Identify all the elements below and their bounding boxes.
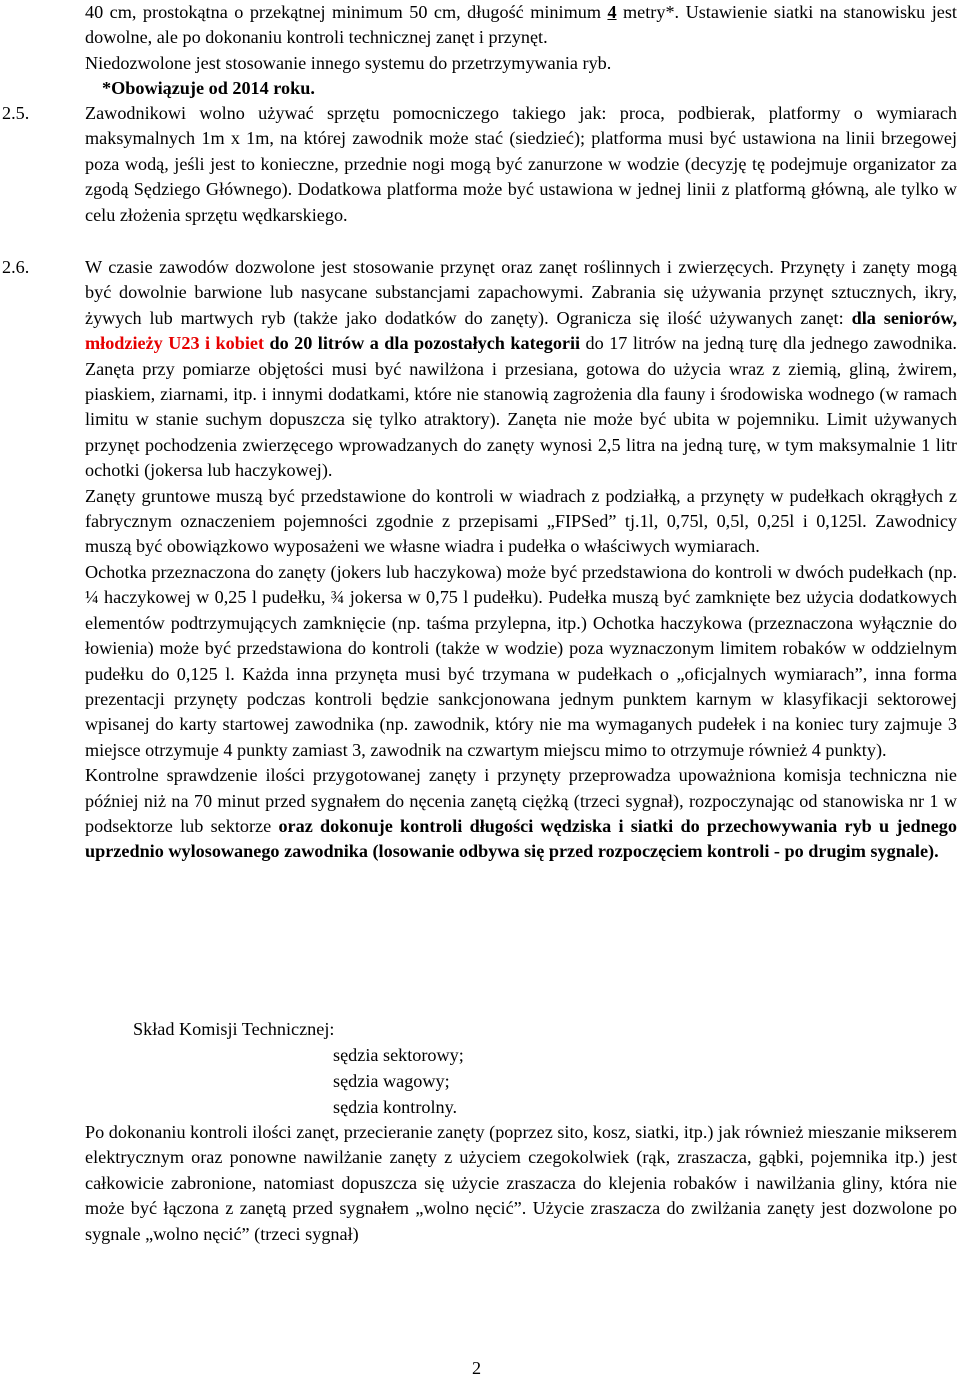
section-number-2-6: 2.6.	[2, 257, 30, 277]
page-number: 2	[472, 1358, 482, 1378]
section-2-5	[85, 101, 957, 228]
intro-note: *Obowiązuje od 2014 roku.	[102, 78, 315, 99]
section-2-6	[85, 255, 957, 865]
section-2-6-paragraph-5: Po dokonaniu kontroli ilości zanęt, przecieranie zanęty (poprzez sito, kosz, siatki, itp.) jak również mieszanie mikserem elektrycznym oraz ponowne nawilżanie zanęty z użyciem czegokolwiek (rąk, zraszacza, gąbki, pojemnika itp.) jest całkowicie zabronione, natomiast dopuszcza się użycie zraszacza do klejenia robaków i nawilżania gliny, która nie może być łączona z zanętą przed sygnałem „wolno nęcić”. Użycie zraszacza do zwilżania zanęty jest dozwolone po sygnale „wolno nęcić” (trzeci sygnał)	[85, 1122, 957, 1244]
commission-member: sędzia wagowy;	[333, 1071, 450, 1091]
section-number-2-5: 2.5.	[2, 103, 30, 123]
intro-text: 40 cm, prostokątna o przekątnej minimum 50 cm, długość minimum 4 metry*. Ustawienie siatki na stanowisku jest dowolne, ale po dokonaniu kontroli technicznej zanęt i przynęt.	[85, 2, 957, 48]
highlighted-categories: młodzieży U23 i kobiet	[85, 333, 265, 354]
section-2-6-paragraph-4: Kontrolne sprawdzenie ilości przygotowanej zanęty i przynęty przeprowadza upoważniona komisja techniczna nie później niż na 70 minut przed sygnałem do nęcenia zanętą ciężką (trzeci sygnał), rozpoczynając od stanowiska nr 1 w podsektorze lub sektorze oraz dokonuje kontroli długości wędziska i siatki do przechowywania ryb u jednego uprzednio wylosowanego zawodnika (losowanie odbywa się przed rozpoczęciem kontroli - po drugim sygnale).	[85, 765, 957, 862]
section-2-6-paragraph-2: Zanęty gruntowe muszą być przedstawione do kontroli w wiadrach z podziałką, a przynęty w pudełkach okrągłych z fabrycznym oznaczeniem pojemności zgodnie z przepisami „FIPSed” tj.1l, 0,75l, 0,5l, 0,25l i 0,125l. Zawodnicy muszą być obowiązkowo wyposażeni we własne wiadra i pudełka o właściwych wymiarach.	[85, 485, 957, 557]
intro-line-2: Niedozwolone jest stosowanie innego systemu do przetrzymywania ryb.	[85, 52, 612, 73]
section-2-6-paragraph-1: W czasie zawodów dozwolone jest stosowanie przynęt oraz zanęt roślinnych i zwierzęcych. Przynęty i zanęty mogą być dowolnie barwione lub nasycane substancjami zapachowymi. Zabrania się używania przynęt sztucznych, ikry, żywych lub martwych ryb (także jako dodatków do zanęty). Ogranicza się ilość używanych zanęt: dla seniorów, młodzieży U23 i kobiet do 20 litrów a dla pozostałych kategorii do 17 litrów na jedną turę dla jednego zawodnika. Zanęta przy pomiarze objętości musi być nawilżona i przesiana, gotowa do użycia wraz z ziemią, gliną, żwirem, piaskiem, ziarnami, itp. i innymi dodatkami, które nie stanowią zagrożenia dla fauny i środowiska wodnego (w ramach limitu w stanie suchym dopuszcza się tylko atraktory). Zanęta nie może być ubita w pojemniku. Limit używanych przynęt pochodzenia zwierzęcego wprowadzanych do zanęty wynosi 2,5 litra na jedną turę, w tym maksymalnie 1 litr ochotki (jokersa lub haczykowej).	[85, 257, 957, 481]
commission-title: Skład Komisji Technicznej:	[133, 1019, 335, 1039]
section-2-6-paragraph-3: Ochotka przeznaczona do zanęty (jokers lub haczykowa) może być przedstawiona do kontroli w dwóch pudełkach (np. ¼ haczykowej w 0,25 l pudełku, ¾ jokersa w 0,75 l pudełku). Pudełka muszą być zamknięte bez użycia dodatkowych elementów podtrzymujących zamknięcie (np. taśma przylepna, itp.) Ochotka haczykowa (przeznaczona wyłącznie do łowienia) może być przedstawiona do kontroli (także w wodzie) poza wyznaczonym limitem robaków w oddzielnym pudełku do 0,125 l. Każda inna przynęta musi być trzymana w pudełkach o „oficjalnych wymiarach”, inna forma prezentacji przynęty podczas kontroli będzie sankcjonowana jednym punktem karnym w klasyfikacji sektorowej wpisanej do karty startowej zawodnika (np. zawodnik, który nie ma wymaganych pudełek i na koniec tury zajmuje 3 miejsce otrzymuje 4 punkty zamiast 3, zawodnik na czwartym miejscu mimo to otrzymuje również 4 punkty).	[85, 561, 957, 760]
intro-paragraph	[85, 0, 957, 102]
commission-member: sędzia sektorowy;	[333, 1045, 464, 1065]
length-number: 4	[607, 2, 617, 22]
section-2-5-text: Zawodnikowi wolno używać sprzętu pomocniczego takiego jak: proca, podbierak, platformy o wymiarach maksymalnych 1m x 1m, na której zawodnik może stać (siedzieć); platforma musi być ustawiona na linii brzegowej poza wodą, jeśli jest to konieczne, przednie nogi mogą być zanurzone w wodzie (decyzję tę podejmuje organizator za zgodą Sędziego Głównego). Dodatkowa platforma może być ustawiona w jednej linii z platformą główną, ale tylko w celu złożenia sprzętu wędkarskiego.	[85, 103, 957, 225]
commission-member: sędzia kontrolny.	[333, 1097, 458, 1117]
